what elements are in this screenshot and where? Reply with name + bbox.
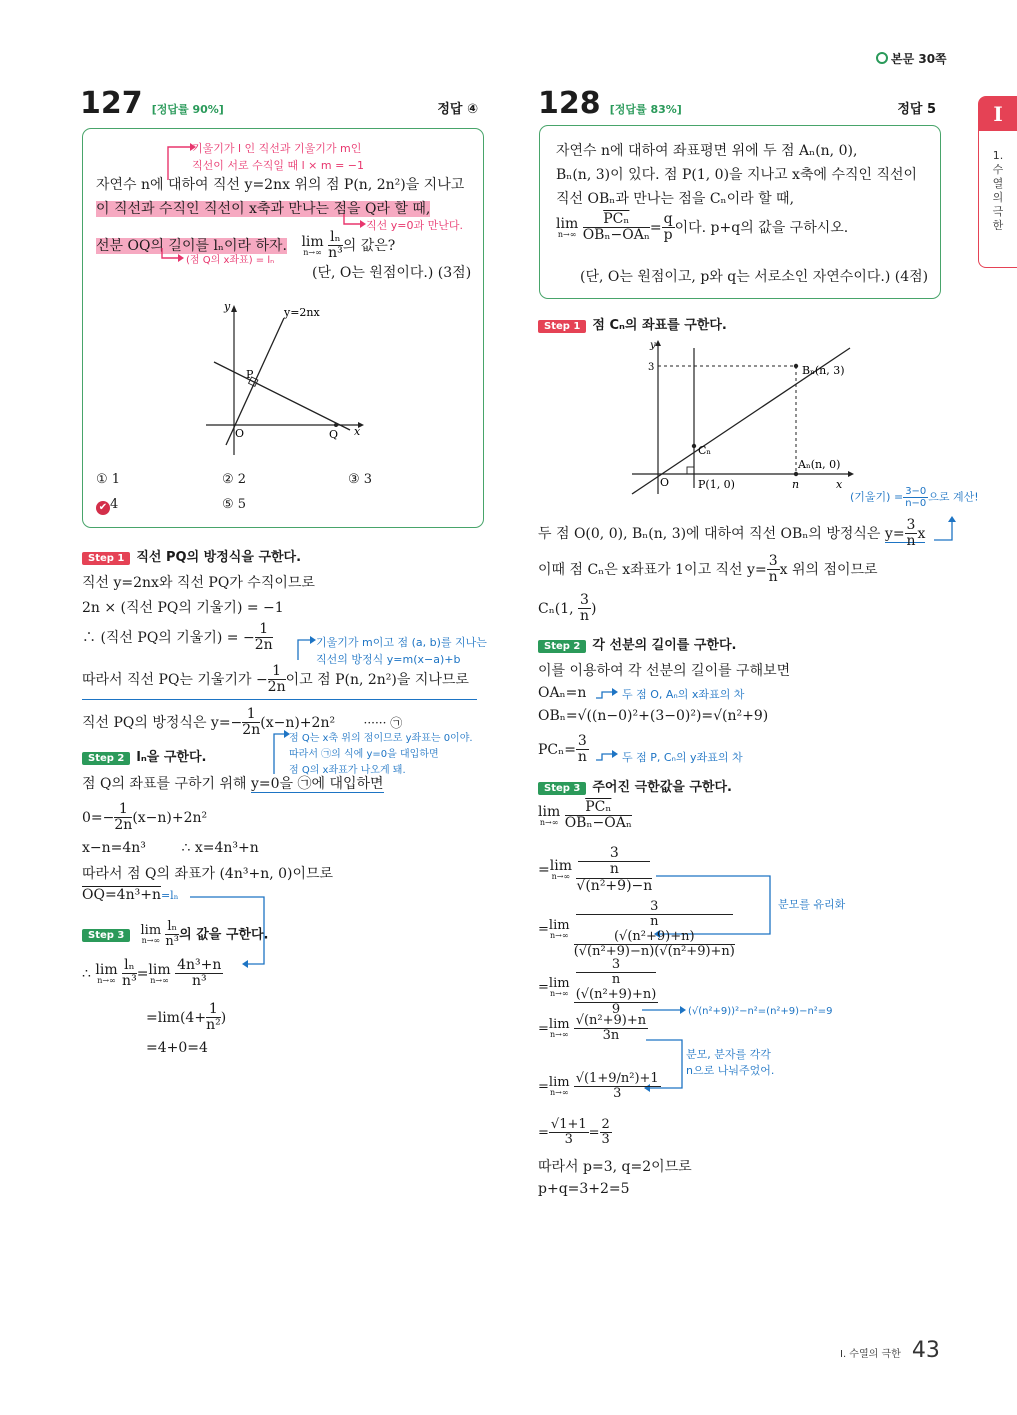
s128-3-end1: 따라서 p=3, q=2이므로 — [538, 1159, 692, 1175]
s128-2-ob: OBₙ=√((n−0)²+(3−0)²)=√(n²+9) — [538, 708, 769, 724]
step2-127: Step 2 lₙ을 구한다. — [82, 746, 206, 765]
q128-l2: Bₙ(n, 3)이 있다. 점 P(1, 0)을 지나고 x축에 수직인 직선이 — [556, 167, 918, 183]
annotation-arrow-127-bottom — [158, 248, 188, 266]
p127-line2: 이 직선과 수직인 직선이 x축과 만나는 점을 Q라 할 때, — [96, 201, 431, 217]
s128-3-e1: lim n→∞ $\frac{\overline{PC_n}}{\text{OBₙ−OAₙ}}$ — [538, 799, 632, 832]
choice-3[interactable]: ③ 3 — [348, 472, 373, 487]
s1-l4: 따라서 직선 PQ는 기울기가 − $\frac{1}{2n}$ 이고 점 P(n, 2n²)을 지나므로 — [82, 664, 477, 700]
problem-number: 127 — [80, 86, 143, 121]
footer — [840, 1338, 940, 1363]
s2-l5: OQ=4n³+n=lₙ — [82, 887, 179, 903]
x-axis-arrow-icon — [848, 471, 854, 477]
s128-3-end2: p+q=3+2=5 — [538, 1181, 630, 1197]
chapter-tab-roman: I — [979, 97, 1017, 131]
s2-l1: 점 Q의 좌표를 구하기 위해 y=0을 ㉠에 대입하면 — [82, 776, 384, 792]
note-meet-x-axis: 직선 y=0과 만난다. — [366, 219, 463, 232]
problem-128-header — [538, 86, 940, 124]
note-q-1: 점 Q는 x축 위의 점이므로 y좌표는 0이야. — [289, 733, 473, 744]
s128-3-e2: = lim n→∞ 3 n √(n²+9)−n — [538, 845, 653, 894]
svg-text:y: y — [224, 300, 231, 313]
s128-2-l1: 이를 이용하여 각 선분의 길이를 구해보면 — [538, 663, 791, 679]
svg-text:Aₙ(n, 0): Aₙ(n, 0) — [798, 458, 841, 471]
note-rationalize: 분모를 유리화 — [778, 898, 846, 911]
step3-127: Step 3 lim n→∞ $\frac{\text{lₙ}}{\text{n³}}$ 의 값을 구한다. — [82, 920, 268, 950]
s128-2-oa: OAₙ=n — [538, 685, 587, 701]
step2-128: Step 2 각 선분의 길이를 구한다. — [538, 634, 736, 653]
note-divide-1: 분모, 분자를 각각 — [686, 1048, 771, 1061]
svg-text:O: O — [235, 427, 245, 440]
svg-text:Q: Q — [329, 428, 339, 441]
note-oa: 두 점 O, Aₙ의 x좌표의 차 — [622, 688, 745, 701]
choice-1[interactable]: ① 1 — [96, 472, 121, 487]
annotation-arrow-128-slope — [930, 510, 960, 544]
s128-1-l2: 이때 점 Cₙ은 x좌표가 1이고 직선 y= $\frac{3}{n}$ x 위의 점이므로 — [538, 553, 878, 586]
p127-line1: 자연수 n에 대하여 직선 y=2nx 위의 점 P(n, 2n²)을 지나고 — [96, 177, 465, 193]
s128-3-e4: = lim n→∞ 3 n (√(n²+9)+n) 9 — [538, 957, 657, 1017]
annotation-arrow-pc — [594, 748, 624, 766]
slope-note: (기울기) = $\frac{3-0}{n-0}$ 으로 계산! — [850, 486, 979, 509]
answer-label: 정답 5 — [897, 102, 936, 117]
q128-l1: 자연수 n에 대하여 좌표평면 위에 두 점 Aₙ(n, 0), — [556, 143, 858, 159]
note-line-equation-1: 기울기가 m이고 점 (a, b)를 지나는 — [316, 636, 487, 649]
footer-chapter: I. 수열의 극한 — [840, 1349, 901, 1360]
s1-l5: 직선 PQ의 방정식은 y=− $\frac{1}{2n}$ (x−n)+2n² ······ ㉠ — [82, 706, 403, 739]
chapter-tab[interactable] — [978, 96, 1017, 268]
s2-l2: 0=− $\frac{1}{2n}$ (x−n)+2n² — [82, 801, 208, 834]
correct-rate: [정답률 83%] — [609, 103, 682, 116]
svg-text:y=2nx: y=2nx — [284, 306, 320, 319]
svg-text:P(1, 0): P(1, 0) — [698, 478, 735, 491]
note-lengths: (점 Q의 x좌표) = lₙ — [186, 255, 275, 266]
graph-127 — [196, 300, 366, 460]
note-q-2: 따라서 ㉠의 식에 y=0을 대입하면 — [289, 749, 439, 760]
s2-l3: x−n=4n³ ∴ x=4n³+n — [82, 840, 259, 856]
svg-text:3: 3 — [648, 362, 655, 373]
s128-3-e6: = lim n→∞ $\frac{\text{√(1+9/n²)+1}}{3}$ — [538, 1071, 659, 1102]
annotation-arrow-oa — [594, 686, 624, 704]
s128-2-pc: PCₙ= $\frac{3}{n}$ — [538, 733, 587, 766]
step3-128: Step 3 주어진 극한값을 구한다. — [538, 776, 732, 795]
note-perpendicular-2: 직선이 서로 수직일 때 l × m = −1 — [192, 159, 365, 172]
s1-l2: 2n × (직선 PQ의 기울기) = −1 — [82, 600, 284, 616]
answer-label: 정답 ④ — [437, 102, 478, 117]
s128-1-l3: Cₙ(1, $\frac{3}{n}$ ) — [538, 592, 597, 625]
choice-5[interactable]: ⑤ 5 — [222, 497, 247, 512]
s128-3-e7: = $\frac{√1+1}{3}$ = $\frac{2}{3}$ — [538, 1117, 610, 1148]
choice-2[interactable]: ② 2 — [222, 472, 247, 487]
page-number: 43 — [911, 1338, 940, 1363]
svg-text:Bₙ(n, 3): Bₙ(n, 3) — [802, 364, 845, 377]
point-q — [334, 423, 338, 427]
s128-3-e3: = lim n→∞ 3 n (√(n²+9)+n) (√(n²+9)−n)(√(n²+9)+n) — [538, 899, 735, 959]
s2-l4: 따라서 점 Q의 좌표가 (4n³+n, 0)이므로 — [82, 866, 334, 882]
q128-l3: 직선 OBₙ과 만나는 점을 Cₙ이라 할 때, — [556, 191, 795, 207]
problem-number: 128 — [538, 86, 601, 121]
section-ref: 본문 30쪽 — [876, 50, 947, 67]
step1-127: Step 1 직선 PQ의 방정식을 구한다. — [82, 546, 301, 565]
s1-l1: 직선 y=2nx와 직선 PQ가 수직이므로 — [82, 575, 315, 591]
s128-3-e5: = lim n→∞ $\frac{\text{√(n²+9)+n}}{3n}$ — [538, 1013, 647, 1044]
p127-condition: (단, O는 원점이다.) (3점) — [312, 265, 472, 281]
note-nine: (√(n²+9))²−n²=(n²+9)−n²=9 — [688, 1006, 833, 1017]
y-axis-arrow-icon — [655, 340, 661, 346]
svg-text:y: y — [650, 340, 656, 351]
svg-text:Cₙ: Cₙ — [698, 444, 712, 457]
s3-l2: =lim(4+ $\frac{1}{\text{n²}}$ ) — [146, 1001, 227, 1034]
chapter-tab-label: 1. 수 열 의 극 한 — [992, 149, 1004, 232]
s128-1-l1: 두 점 O(0, 0), Bₙ(n, 3)에 대하여 직선 OBₙ의 방정식은 y= $\frac{3}{n}$ x — [538, 517, 926, 550]
s3-l3: =4+0=4 — [146, 1040, 208, 1056]
svg-text:O: O — [660, 476, 670, 489]
q128-l4: lim n→∞ $\frac{\overline{PC_n}}{\text{OBₙ−OAₙ}}$ = $\frac{q}{p}$ 이다. p+q의 값을 구하시오. — [556, 211, 849, 244]
problem-127-header — [80, 86, 482, 124]
graph-128 — [628, 338, 858, 498]
check-icon: ✔ — [96, 501, 110, 515]
choice-4[interactable]: ✔ 4 — [96, 497, 118, 515]
p127-line3: 선분 OQ의 길이를 lₙ이라 하자. lim n→∞ $\frac{\text{lₙ}}{\text{n³}}$ 의 값은? — [96, 229, 396, 262]
q128-l5: (단, O는 원점이고, p와 q는 서로소인 자연수이다.) (4점) — [580, 269, 929, 285]
correct-rate: [정답률 90%] — [151, 103, 224, 116]
note-pc: 두 점 P, Cₙ의 y좌표의 차 — [622, 751, 743, 764]
y-axis-arrow-icon — [231, 305, 237, 312]
s3-l1: ∴ lim n→∞ $\frac{\text{lₙ}}{\text{n³}}$ = lim n→∞ $\frac{\text{4n³+n}}{\text{n³}}$ — [82, 957, 222, 990]
svg-text:x: x — [354, 425, 361, 438]
svg-text:P: P — [246, 368, 254, 381]
step1-128: Step 1 점 Cₙ의 좌표를 구한다. — [538, 314, 727, 333]
circle-icon — [876, 52, 888, 64]
note-divide-2: n으로 나눠주었어. — [686, 1064, 775, 1077]
svg-text:n: n — [792, 478, 800, 491]
note-line-equation-2: 직선의 방정식 y=m(x−a)+b — [316, 653, 461, 666]
svg-text:x: x — [836, 478, 843, 491]
s1-l3: ∴ (직선 PQ의 기울기) = − $\frac{1}{2n}$ — [82, 621, 273, 654]
note-perpendicular-1: 기울기가 l 인 직선과 기울기가 m인 — [192, 142, 362, 155]
note-q-3: 점 Q의 x좌표가 나오게 돼. — [289, 765, 406, 776]
line-2nx — [226, 318, 284, 445]
